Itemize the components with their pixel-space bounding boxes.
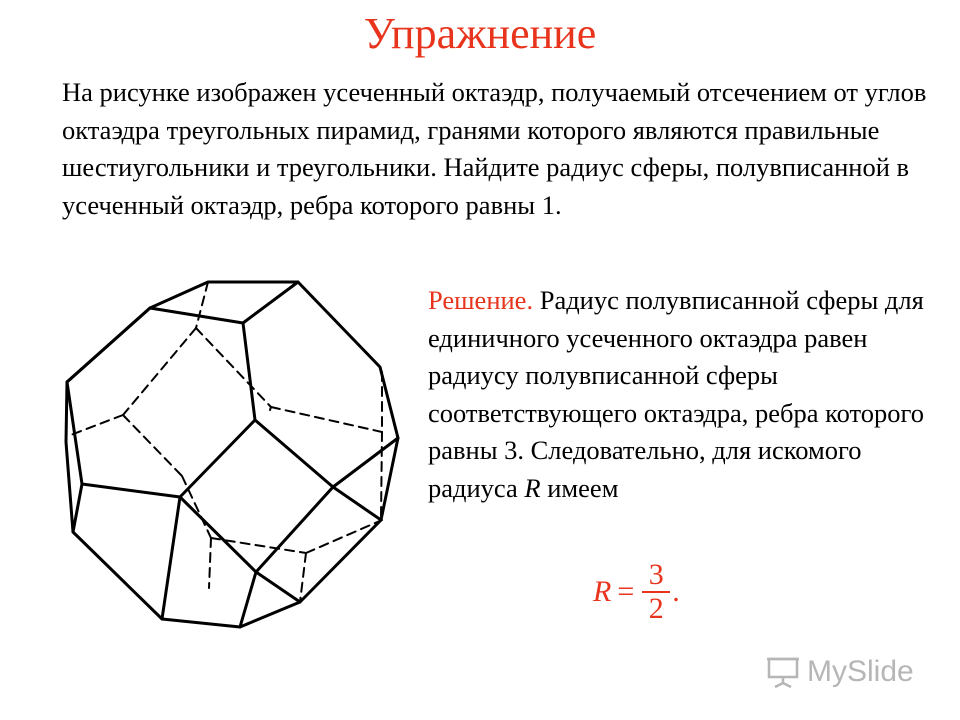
- formula-fraction: [642, 559, 670, 625]
- truncated-octahedron-icon: [58, 268, 414, 638]
- solution-label: Решение.: [428, 285, 534, 315]
- solution-text: [428, 282, 948, 507]
- solution-variable: R: [524, 472, 541, 503]
- formula-numerator: 3: [648, 558, 664, 591]
- answer-formula: [593, 556, 680, 628]
- watermark: [765, 652, 914, 692]
- slide-title: Упражнение: [363, 9, 597, 58]
- watermark-text: MySlide: [807, 655, 914, 688]
- formula-variable: R: [593, 575, 612, 608]
- solution-body-2: имеем: [540, 472, 619, 503]
- formula-end: .: [672, 575, 680, 608]
- solution-body-1: Радиус полувписанной сферы для единичного усеченного октаэдра равен радиусу полувписанной сферы соответствующего октаэдра, ребра которого равны 3. Следовательно, для искомого радиуса: [428, 285, 924, 503]
- projector-screen-icon: [765, 655, 801, 689]
- formula-equals: =: [617, 575, 635, 608]
- formula-denominator: 2: [648, 592, 664, 625]
- problem-text: На рисунке изображен усеченный октаэдр, получаемый отсечением от углов октаэдра треугольных пирамид, гранями которого являются правильные шестиугольники и треугольники. Найдите радиус сферы, полувписанной в усеченный октаэдр, ребра которого равны 1.: [62, 77, 927, 220]
